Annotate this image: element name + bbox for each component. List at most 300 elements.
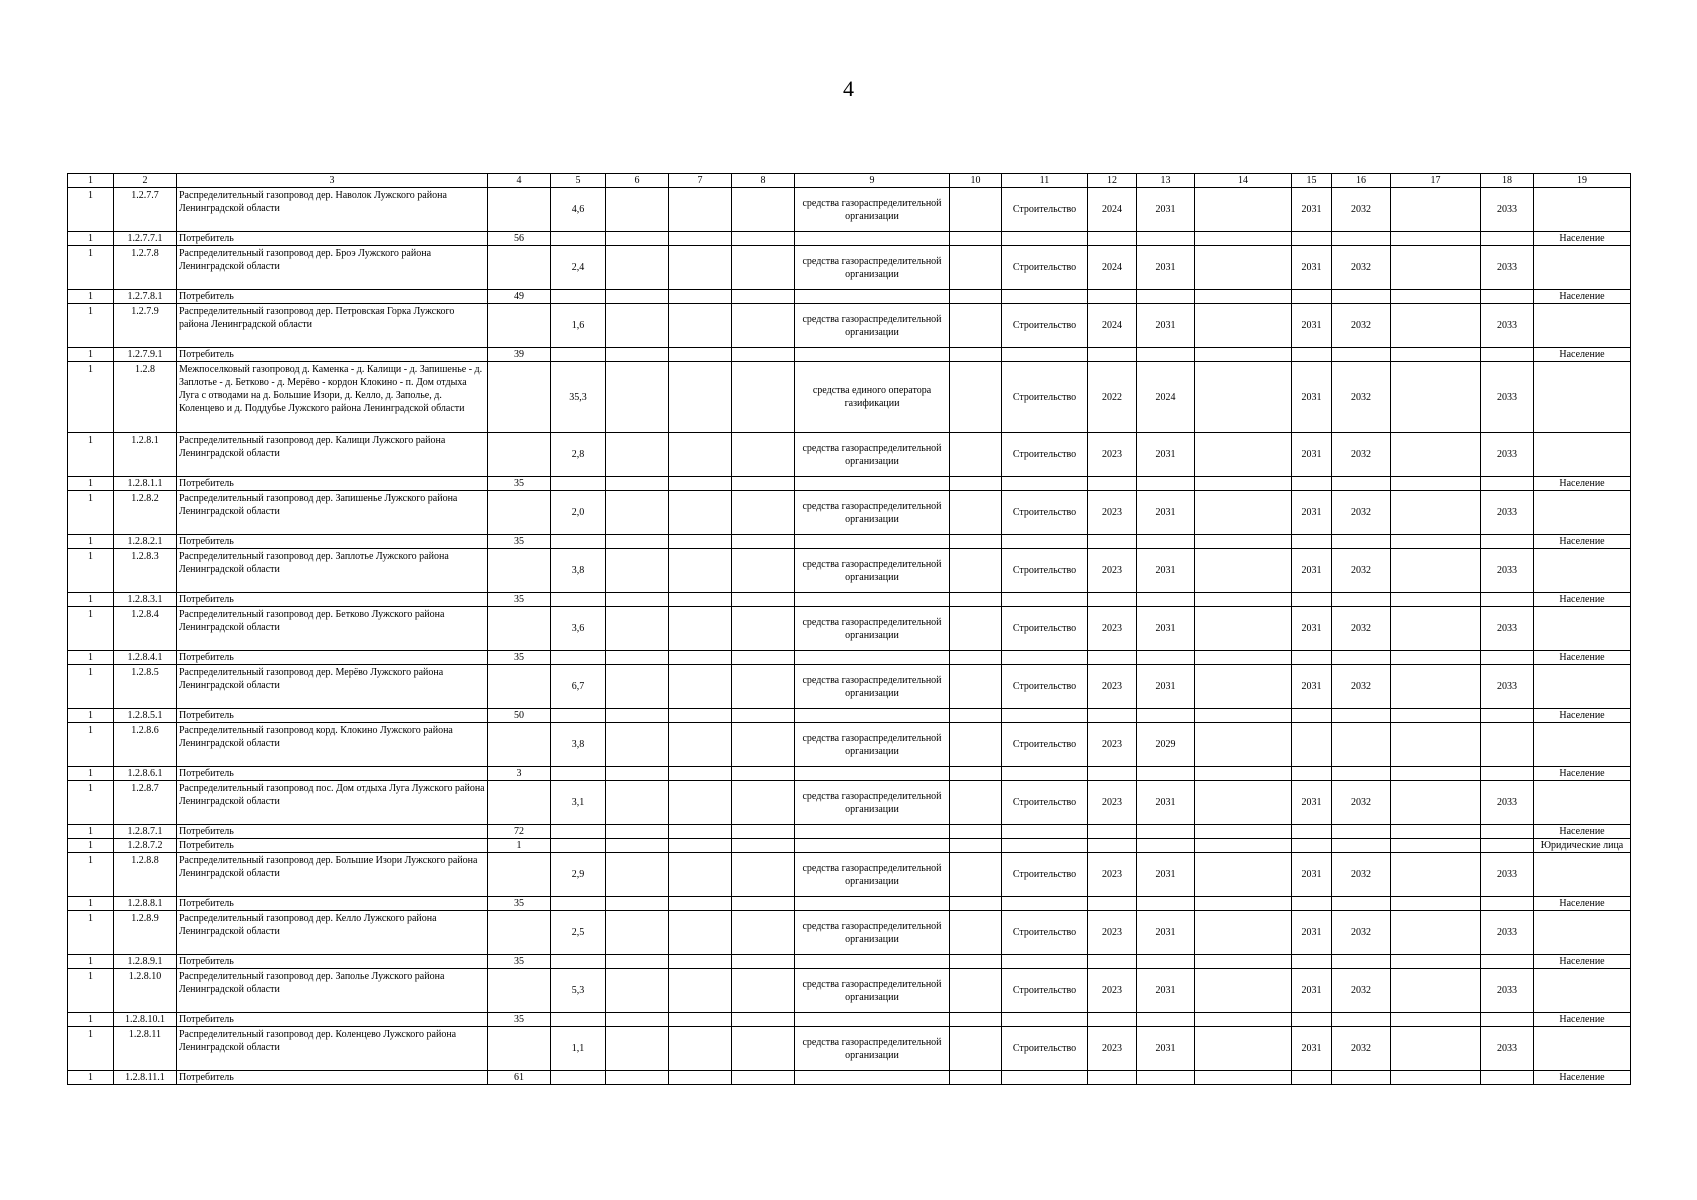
cell-col-18 — [1481, 1071, 1534, 1085]
cell-col-8 — [732, 955, 795, 969]
table-row-consumer — [68, 897, 1631, 911]
gas-pipeline-table — [67, 173, 1631, 1085]
cell-col-7 — [669, 304, 732, 348]
cell-col-5 — [551, 1071, 606, 1085]
cell-col-14 — [1195, 1013, 1292, 1027]
cell-col-10 — [950, 304, 1002, 348]
cell-col-19 — [1534, 549, 1631, 593]
cell-col-6 — [606, 304, 669, 348]
cell-col-5: 2,0 — [551, 491, 606, 535]
cell-col-5: 3,8 — [551, 723, 606, 767]
cell-col-16 — [1332, 477, 1391, 491]
cell-col-5 — [551, 535, 606, 549]
cell-col-7 — [669, 348, 732, 362]
cell-col-2: 1.2.7.8.1 — [114, 290, 177, 304]
cell-col-17 — [1391, 607, 1481, 651]
cell-col-4 — [488, 607, 551, 651]
cell-col-19: Население — [1534, 348, 1631, 362]
cell-col-3: Потребитель — [177, 1071, 488, 1085]
table-row-consumer — [68, 651, 1631, 665]
cell-col-19 — [1534, 362, 1631, 433]
cell-col-9: средства газораспределительной организации — [795, 491, 950, 535]
cell-col-19 — [1534, 781, 1631, 825]
cell-col-4: 72 — [488, 825, 551, 839]
cell-col-8 — [732, 607, 795, 651]
cell-col-6 — [606, 433, 669, 477]
cell-col-18 — [1481, 897, 1534, 911]
cell-col-11 — [1002, 477, 1088, 491]
cell-col-2: 1.2.8.3.1 — [114, 593, 177, 607]
cell-col-11 — [1002, 709, 1088, 723]
table-row-consumer — [68, 232, 1631, 246]
cell-col-9: средства газораспределительной организации — [795, 723, 950, 767]
cell-col-19: Население — [1534, 955, 1631, 969]
cell-col-16 — [1332, 723, 1391, 767]
cell-col-6 — [606, 362, 669, 433]
cell-col-3: Распределительный газопровод дер. Броэ Лужского района Ленинградской области — [177, 246, 488, 290]
cell-col-17 — [1391, 246, 1481, 290]
cell-col-1: 1 — [68, 433, 114, 477]
column-number-2: 2 — [114, 174, 177, 188]
cell-col-5 — [551, 767, 606, 781]
cell-col-9: средства газораспределительной организации — [795, 781, 950, 825]
cell-col-1: 1 — [68, 1071, 114, 1085]
cell-col-5 — [551, 290, 606, 304]
cell-col-15: 2031 — [1292, 549, 1332, 593]
cell-col-19 — [1534, 969, 1631, 1013]
cell-col-1: 1 — [68, 348, 114, 362]
cell-col-1: 1 — [68, 607, 114, 651]
column-number-17: 17 — [1391, 174, 1481, 188]
cell-col-10 — [950, 362, 1002, 433]
cell-col-8 — [732, 593, 795, 607]
cell-col-17 — [1391, 767, 1481, 781]
cell-col-15 — [1292, 897, 1332, 911]
table-row-consumer — [68, 348, 1631, 362]
cell-col-10 — [950, 348, 1002, 362]
cell-col-8 — [732, 491, 795, 535]
cell-col-12 — [1088, 651, 1137, 665]
cell-col-8 — [732, 246, 795, 290]
cell-col-5: 2,4 — [551, 246, 606, 290]
cell-col-2: 1.2.8.8.1 — [114, 897, 177, 911]
cell-col-16: 2032 — [1332, 304, 1391, 348]
table-row-consumer — [68, 535, 1631, 549]
cell-col-9 — [795, 1013, 950, 1027]
cell-col-13 — [1137, 839, 1195, 853]
cell-col-18 — [1481, 593, 1534, 607]
cell-col-16 — [1332, 651, 1391, 665]
cell-col-4: 35 — [488, 651, 551, 665]
cell-col-4 — [488, 781, 551, 825]
table-row-consumer — [68, 767, 1631, 781]
cell-col-13 — [1137, 1013, 1195, 1027]
cell-col-10 — [950, 607, 1002, 651]
cell-col-13: 2031 — [1137, 491, 1195, 535]
cell-col-1: 1 — [68, 955, 114, 969]
cell-col-19: Население — [1534, 1013, 1631, 1027]
cell-col-12 — [1088, 232, 1137, 246]
cell-col-8 — [732, 290, 795, 304]
cell-col-5 — [551, 897, 606, 911]
column-number-11: 11 — [1002, 174, 1088, 188]
cell-col-15 — [1292, 232, 1332, 246]
cell-col-3: Потребитель — [177, 290, 488, 304]
cell-col-18 — [1481, 1013, 1534, 1027]
cell-col-7 — [669, 897, 732, 911]
column-number-4: 4 — [488, 174, 551, 188]
cell-col-5: 2,9 — [551, 853, 606, 897]
cell-col-19 — [1534, 911, 1631, 955]
cell-col-17 — [1391, 593, 1481, 607]
cell-col-16: 2032 — [1332, 549, 1391, 593]
cell-col-11: Строительство — [1002, 969, 1088, 1013]
column-number-18: 18 — [1481, 174, 1534, 188]
cell-col-6 — [606, 1027, 669, 1071]
cell-col-14 — [1195, 853, 1292, 897]
table-row-object — [68, 665, 1631, 709]
cell-col-7 — [669, 781, 732, 825]
cell-col-7 — [669, 362, 732, 433]
column-number-3: 3 — [177, 174, 488, 188]
cell-col-14 — [1195, 362, 1292, 433]
cell-col-10 — [950, 188, 1002, 232]
cell-col-6 — [606, 232, 669, 246]
cell-col-9: средства газораспределительной организации — [795, 1027, 950, 1071]
cell-col-9 — [795, 825, 950, 839]
cell-col-1: 1 — [68, 491, 114, 535]
cell-col-5: 4,6 — [551, 188, 606, 232]
cell-col-14 — [1195, 1027, 1292, 1071]
cell-col-18: 2033 — [1481, 433, 1534, 477]
cell-col-19: Население — [1534, 232, 1631, 246]
cell-col-1: 1 — [68, 304, 114, 348]
cell-col-14 — [1195, 839, 1292, 853]
cell-col-6 — [606, 651, 669, 665]
column-number-13: 13 — [1137, 174, 1195, 188]
cell-col-4: 49 — [488, 290, 551, 304]
cell-col-8 — [732, 348, 795, 362]
table-row-consumer — [68, 593, 1631, 607]
cell-col-12 — [1088, 1013, 1137, 1027]
cell-col-17 — [1391, 955, 1481, 969]
cell-col-5: 3,8 — [551, 549, 606, 593]
cell-col-19: Население — [1534, 897, 1631, 911]
cell-col-3: Потребитель — [177, 1013, 488, 1027]
cell-col-9 — [795, 232, 950, 246]
cell-col-11: Строительство — [1002, 853, 1088, 897]
cell-col-8 — [732, 362, 795, 433]
cell-col-7 — [669, 1027, 732, 1071]
cell-col-11: Строительство — [1002, 723, 1088, 767]
cell-col-15: 2031 — [1292, 188, 1332, 232]
cell-col-14 — [1195, 897, 1292, 911]
cell-col-8 — [732, 304, 795, 348]
cell-col-2: 1.2.8.2 — [114, 491, 177, 535]
cell-col-9 — [795, 593, 950, 607]
cell-col-3: Потребитель — [177, 955, 488, 969]
cell-col-4 — [488, 1027, 551, 1071]
cell-col-7 — [669, 825, 732, 839]
cell-col-2: 1.2.7.8 — [114, 246, 177, 290]
cell-col-11 — [1002, 651, 1088, 665]
table-row-consumer — [68, 825, 1631, 839]
cell-col-19: Население — [1534, 767, 1631, 781]
cell-col-5 — [551, 477, 606, 491]
cell-col-9: средства газораспределительной организации — [795, 246, 950, 290]
cell-col-17 — [1391, 969, 1481, 1013]
cell-col-11 — [1002, 232, 1088, 246]
cell-col-4: 35 — [488, 955, 551, 969]
cell-col-9: средства газораспределительной организации — [795, 969, 950, 1013]
cell-col-14 — [1195, 607, 1292, 651]
table-row-object — [68, 246, 1631, 290]
table-row-object — [68, 781, 1631, 825]
table-row-object — [68, 491, 1631, 535]
cell-col-2: 1.2.8.1.1 — [114, 477, 177, 491]
cell-col-6 — [606, 955, 669, 969]
cell-col-17 — [1391, 1071, 1481, 1085]
cell-col-15 — [1292, 767, 1332, 781]
cell-col-12 — [1088, 593, 1137, 607]
cell-col-11: Строительство — [1002, 433, 1088, 477]
cell-col-17 — [1391, 1013, 1481, 1027]
cell-col-6 — [606, 723, 669, 767]
cell-col-9: средства газораспределительной организации — [795, 304, 950, 348]
cell-col-13: 2031 — [1137, 304, 1195, 348]
cell-col-8 — [732, 477, 795, 491]
cell-col-3: Распределительный газопровод дер. Заплотье Лужского района Ленинградской области — [177, 549, 488, 593]
column-number-12: 12 — [1088, 174, 1137, 188]
table-row-object — [68, 188, 1631, 232]
cell-col-15 — [1292, 709, 1332, 723]
cell-col-4 — [488, 853, 551, 897]
cell-col-17 — [1391, 781, 1481, 825]
cell-col-1: 1 — [68, 549, 114, 593]
cell-col-17 — [1391, 535, 1481, 549]
cell-col-1: 1 — [68, 651, 114, 665]
cell-col-7 — [669, 491, 732, 535]
cell-col-12: 2023 — [1088, 665, 1137, 709]
cell-col-9: средства газораспределительной организации — [795, 549, 950, 593]
cell-col-2: 1.2.7.7.1 — [114, 232, 177, 246]
cell-col-19 — [1534, 304, 1631, 348]
cell-col-5: 1,1 — [551, 1027, 606, 1071]
cell-col-15 — [1292, 477, 1332, 491]
cell-col-14 — [1195, 304, 1292, 348]
column-number-15: 15 — [1292, 174, 1332, 188]
cell-col-15 — [1292, 535, 1332, 549]
cell-col-4 — [488, 723, 551, 767]
cell-col-9 — [795, 348, 950, 362]
cell-col-8 — [732, 433, 795, 477]
cell-col-1: 1 — [68, 246, 114, 290]
cell-col-17 — [1391, 709, 1481, 723]
cell-col-6 — [606, 607, 669, 651]
cell-col-4 — [488, 433, 551, 477]
cell-col-3: Распределительный газопровод дер. Большие Изори Лужского района Ленинградской области — [177, 853, 488, 897]
cell-col-7 — [669, 290, 732, 304]
cell-col-10 — [950, 1013, 1002, 1027]
cell-col-7 — [669, 969, 732, 1013]
cell-col-1: 1 — [68, 290, 114, 304]
cell-col-16 — [1332, 535, 1391, 549]
cell-col-3: Распределительный газопровод пос. Дом отдыха Луга Лужского района Ленинградской области — [177, 781, 488, 825]
cell-col-11: Строительство — [1002, 188, 1088, 232]
cell-col-16: 2032 — [1332, 1027, 1391, 1071]
cell-col-2: 1.2.7.9.1 — [114, 348, 177, 362]
cell-col-10 — [950, 853, 1002, 897]
cell-col-18 — [1481, 955, 1534, 969]
cell-col-17 — [1391, 897, 1481, 911]
cell-col-16 — [1332, 232, 1391, 246]
cell-col-18 — [1481, 825, 1534, 839]
cell-col-4 — [488, 969, 551, 1013]
cell-col-3: Распределительный газопровод дер. Калищи Лужского района Ленинградской области — [177, 433, 488, 477]
cell-col-3: Межпоселковый газопровод д. Каменка - д. Калищи - д. Запишенье - д. Заплотье - д. Бетково - д. Мерёво - кордон Клокино - п. Дом отдыха Луга с отводами на д. Большие Изори, д. Келло, д. Заполье, д. Коленцево и д. Поддубье Лужского района Ленинградской области — [177, 362, 488, 433]
cell-col-2: 1.2.8.7.2 — [114, 839, 177, 853]
cell-col-6 — [606, 825, 669, 839]
cell-col-4: 35 — [488, 1013, 551, 1027]
cell-col-14 — [1195, 290, 1292, 304]
cell-col-2: 1.2.8.9.1 — [114, 955, 177, 969]
cell-col-5 — [551, 825, 606, 839]
cell-col-6 — [606, 491, 669, 535]
cell-col-2: 1.2.8.5.1 — [114, 709, 177, 723]
cell-col-19: Население — [1534, 535, 1631, 549]
cell-col-4: 50 — [488, 709, 551, 723]
cell-col-16: 2032 — [1332, 188, 1391, 232]
cell-col-7 — [669, 1013, 732, 1027]
cell-col-14 — [1195, 246, 1292, 290]
cell-col-10 — [950, 825, 1002, 839]
cell-col-4 — [488, 246, 551, 290]
cell-col-4: 1 — [488, 839, 551, 853]
cell-col-17 — [1391, 491, 1481, 535]
cell-col-17 — [1391, 549, 1481, 593]
cell-col-11: Строительство — [1002, 246, 1088, 290]
cell-col-9 — [795, 477, 950, 491]
cell-col-18 — [1481, 477, 1534, 491]
cell-col-10 — [950, 767, 1002, 781]
cell-col-3: Потребитель — [177, 767, 488, 781]
cell-col-16 — [1332, 593, 1391, 607]
cell-col-11: Строительство — [1002, 491, 1088, 535]
cell-col-10 — [950, 969, 1002, 1013]
cell-col-12 — [1088, 709, 1137, 723]
table-row-consumer — [68, 839, 1631, 853]
cell-col-6 — [606, 1071, 669, 1085]
cell-col-19: Население — [1534, 651, 1631, 665]
cell-col-18: 2033 — [1481, 304, 1534, 348]
cell-col-10 — [950, 1071, 1002, 1085]
cell-col-6 — [606, 246, 669, 290]
cell-col-18: 2033 — [1481, 665, 1534, 709]
cell-col-10 — [950, 723, 1002, 767]
cell-col-12 — [1088, 290, 1137, 304]
cell-col-1: 1 — [68, 593, 114, 607]
cell-col-11: Строительство — [1002, 911, 1088, 955]
cell-col-11: Строительство — [1002, 1027, 1088, 1071]
cell-col-9: средства газораспределительной организации — [795, 911, 950, 955]
cell-col-18 — [1481, 232, 1534, 246]
cell-col-2: 1.2.8.5 — [114, 665, 177, 709]
cell-col-4: 35 — [488, 593, 551, 607]
cell-col-6 — [606, 477, 669, 491]
cell-col-1: 1 — [68, 897, 114, 911]
cell-col-18: 2033 — [1481, 1027, 1534, 1071]
cell-col-12 — [1088, 897, 1137, 911]
cell-col-16: 2032 — [1332, 665, 1391, 709]
cell-col-6 — [606, 665, 669, 709]
cell-col-11 — [1002, 535, 1088, 549]
cell-col-14 — [1195, 1071, 1292, 1085]
cell-col-17 — [1391, 665, 1481, 709]
cell-col-4 — [488, 491, 551, 535]
cell-col-6 — [606, 781, 669, 825]
cell-col-5: 2,5 — [551, 911, 606, 955]
cell-col-5: 3,6 — [551, 607, 606, 651]
cell-col-4: 3 — [488, 767, 551, 781]
cell-col-8 — [732, 897, 795, 911]
cell-col-2: 1.2.8.7 — [114, 781, 177, 825]
cell-col-8 — [732, 651, 795, 665]
cell-col-4: 35 — [488, 477, 551, 491]
cell-col-10 — [950, 709, 1002, 723]
cell-col-13: 2029 — [1137, 723, 1195, 767]
cell-col-7 — [669, 955, 732, 969]
cell-col-12: 2023 — [1088, 911, 1137, 955]
cell-col-18 — [1481, 709, 1534, 723]
cell-col-3: Распределительный газопровод дер. Заполье Лужского района Ленинградской области — [177, 969, 488, 1013]
cell-col-4: 35 — [488, 535, 551, 549]
cell-col-11 — [1002, 290, 1088, 304]
cell-col-7 — [669, 723, 732, 767]
cell-col-18: 2033 — [1481, 911, 1534, 955]
cell-col-6 — [606, 709, 669, 723]
cell-col-3: Распределительный газопровод дер. Петровская Горка Лужского района Ленинградской области — [177, 304, 488, 348]
cell-col-10 — [950, 651, 1002, 665]
cell-col-13 — [1137, 1071, 1195, 1085]
table-row-consumer — [68, 1013, 1631, 1027]
cell-col-12 — [1088, 839, 1137, 853]
cell-col-8 — [732, 188, 795, 232]
cell-col-15 — [1292, 955, 1332, 969]
cell-col-3: Распределительный газопровод дер. Келло Лужского района Ленинградской области — [177, 911, 488, 955]
cell-col-7 — [669, 1071, 732, 1085]
cell-col-4 — [488, 304, 551, 348]
cell-col-7 — [669, 853, 732, 897]
cell-col-15 — [1292, 825, 1332, 839]
column-number-header-row — [68, 174, 1631, 188]
cell-col-15 — [1292, 651, 1332, 665]
cell-col-11 — [1002, 593, 1088, 607]
cell-col-12 — [1088, 955, 1137, 969]
cell-col-14 — [1195, 549, 1292, 593]
cell-col-19 — [1534, 723, 1631, 767]
cell-col-12 — [1088, 825, 1137, 839]
cell-col-5: 1,6 — [551, 304, 606, 348]
cell-col-3: Потребитель — [177, 839, 488, 853]
cell-col-10 — [950, 955, 1002, 969]
cell-col-4 — [488, 362, 551, 433]
cell-col-4: 35 — [488, 897, 551, 911]
cell-col-3: Потребитель — [177, 651, 488, 665]
cell-col-3: Потребитель — [177, 348, 488, 362]
cell-col-15: 2031 — [1292, 1027, 1332, 1071]
cell-col-5 — [551, 593, 606, 607]
cell-col-16: 2032 — [1332, 911, 1391, 955]
